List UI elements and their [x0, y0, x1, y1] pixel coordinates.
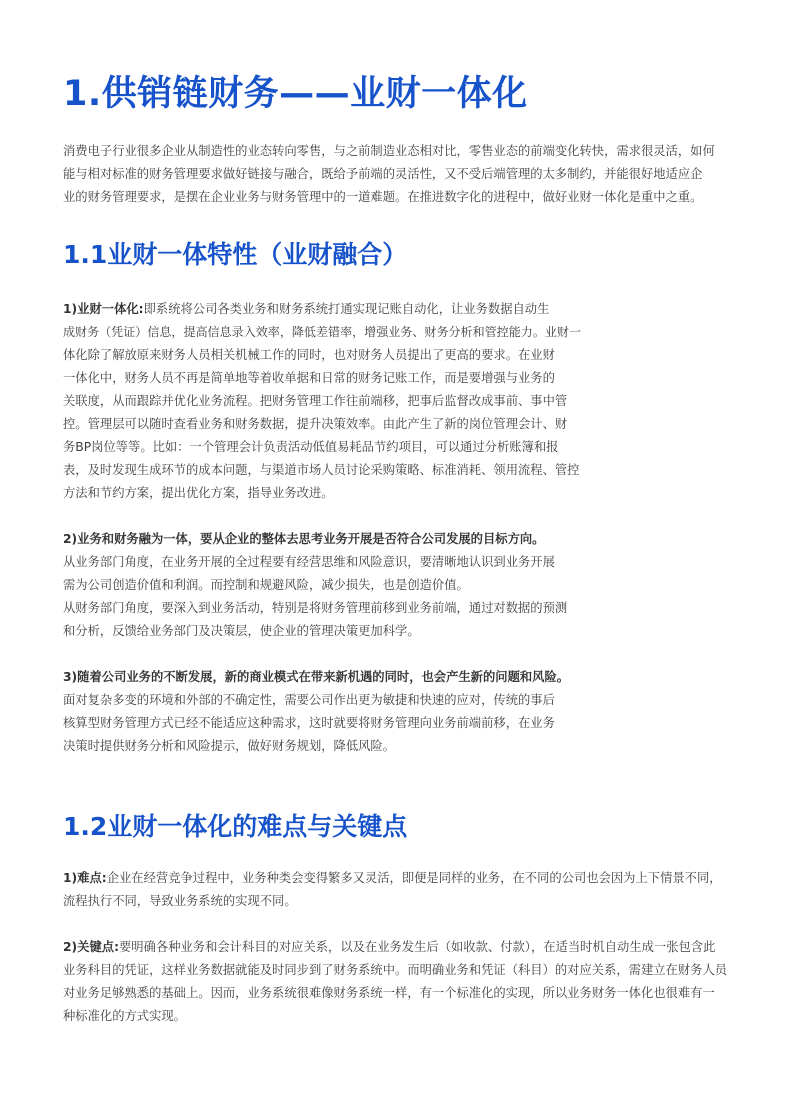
paragraph-line: 方法和节约方案，提出优化方案，指导业务改进。 [63, 486, 334, 500]
paragraph-first-text: 企业在经营竞争过程中，业务种类会变得繁多又灵活，即便是同样的业务，在不同的公司也会因为上下情景不同， [106, 871, 722, 885]
intro-line: 消费电子行业很多企业从制造性的业态转向零售，与之前制造业态相对比，零售业态的前端变化转快，需求很灵活，如何 [63, 144, 715, 158]
section2-paragraph-2 [63, 936, 743, 1028]
paragraph-line: 体化除了解放原来财务人员相关机械工作的同时，也对财务人员提出了更高的要求。在业财 [63, 348, 555, 362]
paragraph-line: 关联度，从而跟踪并优化业务流程。把财务管理工作往前端移，把事后监督改成事前、事中管 [63, 394, 568, 408]
paragraph-line: 业务科目的凭证，这样业务数据就能及时同步到了财务系统中。而明确业务和凭证（科目）的对应关系，需建立在财务人员 [63, 963, 728, 977]
paragraph-line: 对业务足够熟悉的基础上。因而，业务系统很难像财务系统一样，有一个标准化的实现，所以业务财务一体化也很难有一 [63, 986, 715, 1000]
paragraph-line: 核算型财务管理方式已经不能适应这种需求，这时就要将财务管理向业务前端前移，在业务 [63, 716, 555, 730]
paragraph-line: 一体化中，财务人员不再是简单地等着收单据和日常的财务记账工作，而是要增强与业务的 [63, 371, 555, 385]
paragraph-lead: 1)难点: [63, 871, 107, 885]
section1-paragraph-1 [63, 298, 588, 505]
paragraph-line: 需为公司创造价值和利润。而控制和规避风险，减少损失，也是创造价值。 [63, 578, 469, 592]
paragraph-line: 控。管理层可以随时查看业务和财务数据，提升决策效率。由此产生了新的岗位管理会计、财 [63, 417, 568, 431]
paragraph-line: 务BP岗位等等。比如：一个管理会计负责活动低值易耗品节约项目，可以通过分析账簿和报 [63, 440, 559, 454]
paragraph-line: 和分析，反馈给业务部门及决策层，使企业的管理决策更加科学。 [63, 624, 420, 638]
paragraph-line: 决策时提供财务分析和风险提示，做好财务规划，降低风险。 [63, 739, 396, 753]
paragraph-first-line [63, 936, 743, 959]
paragraph-first-line [63, 867, 743, 890]
paragraph-line: 种标准化的方式实现。 [63, 1009, 186, 1023]
intro-paragraph [63, 140, 743, 209]
paragraph-lead: 1)业财一体化: [63, 302, 144, 316]
paragraph-lead: 3)随着公司业务的不断发展，新的商业模式在带来新机遇的同时，也会产生新的问题和风险。 [63, 670, 570, 684]
section-heading-1-1: 1.1业财一体特性（业财融合） [63, 240, 408, 269]
paragraph-lead: 2)业务和财务融为一体，要从企业的整体去思考业务开展是否符合公司发展的目标方向。 [63, 532, 545, 546]
paragraph-first-line [63, 298, 588, 321]
paragraph-first-text: 要明确各种业务和会计科目的对应关系，以及在业务发生后（如收款、付款），在适当时机自动生成一张包含此 [119, 940, 716, 954]
paragraph-line: 成财务（凭证）信息，提高信息录入效率，降低差错率，增强业务、财务分析和管控能力。业财一 [63, 325, 582, 339]
paragraph-line: 从财务部门角度，要深入到业务活动，特别是将财务管理前移到业务前端，通过对数据的预测 [63, 601, 568, 615]
intro-line: 能与相对标准的财务管理要求做好链接与融合，既给予前端的灵活性，又不受后端管理的太多制约，并能很好地适应企 [63, 167, 703, 181]
intro-line: 业的财务管理要求，是摆在企业业务与财务管理中的一道难题。在推进数字化的进程中，做好业财一体化是重中之重。 [63, 190, 703, 204]
paragraph-line: 流程执行不同，导致业务系统的实现不同。 [63, 894, 297, 908]
section1-paragraph-2 [63, 528, 588, 643]
paragraph-lead: 2)关键点: [63, 940, 119, 954]
paragraph-first-text: 即系统将公司各类业务和财务系统打通实现记账自动化，让业务数据自动生 [143, 302, 550, 316]
section2-paragraph-1 [63, 867, 743, 913]
section-heading-1-2: 1.2业财一体化的难点与关键点 [63, 812, 408, 841]
paragraph-line: 从业务部门角度，在业务开展的全过程要有经营思维和风险意识，要清晰地认识到业务开展 [63, 555, 555, 569]
section1-paragraph-3 [63, 666, 588, 758]
paragraph-line: 面对复杂多变的环境和外部的不确定性，需要公司作出更为敏捷和快速的应对，传统的事后 [63, 693, 555, 707]
paragraph-line: 表，及时发现生成环节的成本问题，与渠道市场人员讨论采购策略、标准消耗、领用流程、管控 [63, 463, 580, 477]
page-title: 1.供销链财务——业财一体化 [63, 74, 528, 114]
